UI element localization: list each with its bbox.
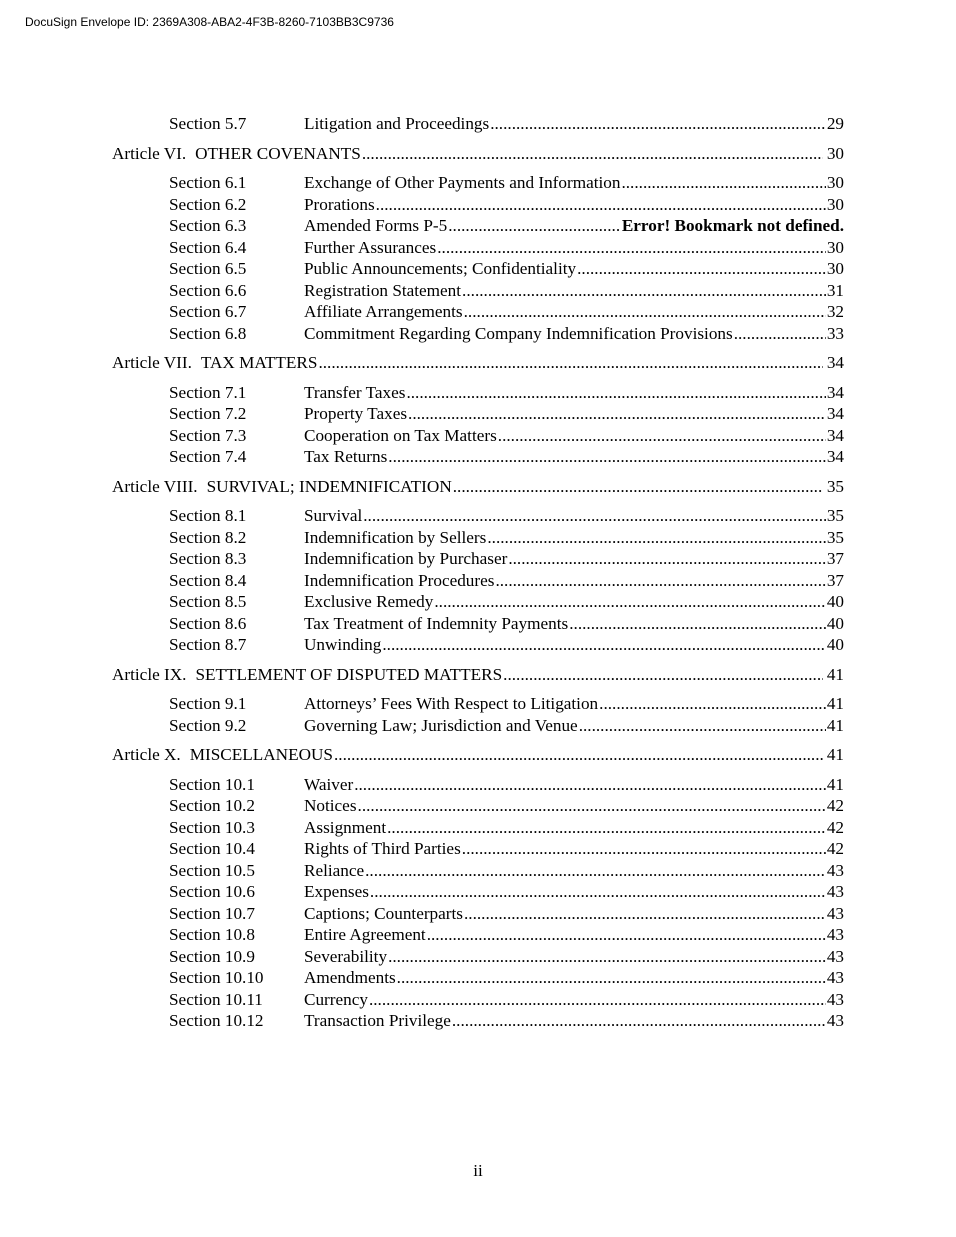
page-number: ii (473, 1161, 483, 1180)
toc-entry-number: Section 7.1 (169, 382, 247, 402)
dot-leader (354, 775, 826, 795)
toc-entry-title: Public Announcements; Confidentiality (304, 259, 577, 278)
dot-leader (464, 302, 826, 322)
toc-entry-page: 41 (826, 745, 844, 764)
toc-entry-title: Further Assurances (304, 237, 437, 257)
dot-leader (621, 173, 825, 193)
dot-leader (388, 447, 826, 467)
dot-leader (569, 614, 826, 634)
toc-section-row[interactable] (169, 592, 844, 612)
toc-entry-page: 34 (826, 425, 844, 445)
dot-leader (498, 426, 826, 446)
toc-entry-number: Section 7.2 (169, 404, 247, 423)
toc-section-row[interactable] (169, 173, 844, 193)
toc-entry-title: Expenses (304, 882, 369, 901)
dot-leader (397, 968, 826, 988)
toc-entry-number: Section 10.1 (169, 774, 255, 794)
toc-entry-page: 43 (826, 903, 844, 923)
toc-entry-title: Severability (304, 946, 388, 966)
toc-entry-page: 43 (826, 946, 844, 966)
dot-leader (437, 238, 826, 258)
toc-entry-page: 43 (826, 968, 844, 987)
toc-entry-page: 41 (826, 664, 844, 684)
toc-entry-title: Captions; Counterparts (304, 903, 463, 923)
toc-entry-page: 34 (826, 447, 844, 466)
dot-leader (376, 195, 826, 215)
dot-leader (462, 839, 826, 859)
toc-entry-title: Commitment Regarding Company Indemnification Provisions (304, 323, 733, 343)
toc-entry-title: Notices (304, 796, 357, 815)
toc-section-row[interactable] (169, 114, 844, 134)
dot-leader (408, 404, 826, 424)
toc-entry-title: Governing Law; Jurisdiction and Venue (304, 715, 578, 735)
toc-entry-page: 30 (826, 259, 844, 278)
dot-leader (487, 528, 825, 548)
toc-entry-page: 43 (826, 1011, 844, 1030)
toc-entry-number: Section 7.3 (169, 425, 247, 445)
dot-leader (452, 1011, 826, 1031)
toc-section-row[interactable] (169, 238, 844, 258)
toc-entry-number: Section 8.1 (169, 506, 247, 525)
toc-section-row[interactable] (169, 447, 844, 467)
toc-entry-number: Section 10.4 (169, 839, 255, 858)
toc-entry-page: 30 (826, 194, 844, 214)
dot-leader (464, 904, 826, 924)
toc-entry-number: Section 6.8 (169, 323, 247, 343)
toc-entry-number: Section 10.6 (169, 882, 255, 901)
toc-entry-number: Section 6.2 (169, 194, 247, 214)
toc-entry-title: Waiver (304, 774, 354, 794)
toc-entry-title: Affiliate Arrangements (304, 302, 463, 321)
toc-entry-number: Section 5.7 (169, 114, 247, 133)
toc-section-row[interactable] (169, 549, 844, 569)
toc-entry-page: 43 (826, 989, 844, 1009)
toc-entry-page: 34 (826, 382, 844, 402)
toc-entry-number: Section 10.5 (169, 860, 255, 880)
toc-entry-page: 40 (826, 592, 844, 611)
toc-section-row[interactable] (169, 383, 844, 403)
dot-leader (734, 324, 826, 344)
toc-entry-title: MISCELLANEOUS (189, 745, 333, 764)
toc-entry-title: Rights of Third Parties (304, 839, 461, 858)
toc-section-row[interactable] (169, 882, 844, 902)
toc-entry-number: Section 10.12 (169, 1011, 264, 1030)
toc-entry-title: SETTLEMENT OF DISPUTED MATTERS (195, 664, 503, 684)
toc-entry-number: Section 6.5 (169, 259, 247, 278)
toc-section-row[interactable] (169, 775, 844, 795)
toc-entry-number: Article VI. (112, 143, 187, 163)
toc-entry-page: 35 (826, 527, 844, 547)
toc-entry-page: 42 (826, 796, 844, 815)
dot-leader (363, 506, 826, 526)
toc-entry-title: Indemnification by Purchaser (304, 549, 508, 568)
toc-section-row[interactable] (169, 528, 844, 548)
toc-section-row[interactable] (169, 506, 844, 526)
toc-section-row[interactable] (169, 925, 844, 945)
toc-entry-page: 40 (826, 635, 844, 654)
dot-leader (462, 281, 826, 301)
dot-leader (434, 592, 825, 612)
toc-entry-number: Section 6.1 (169, 173, 247, 192)
toc-article-row[interactable] (112, 144, 844, 164)
toc-entry-number: Section 8.6 (169, 613, 247, 633)
dot-leader (503, 665, 823, 685)
toc-section-row[interactable] (169, 796, 844, 816)
dot-leader (495, 571, 825, 591)
toc-entry-page: 43 (826, 925, 844, 944)
toc-entry-title: Registration Statement (304, 280, 462, 300)
toc-entry-page: 37 (826, 570, 844, 590)
toc-entry-page: 30 (826, 237, 844, 257)
toc-section-row[interactable] (169, 302, 844, 322)
toc-entry-number: Section 10.9 (169, 946, 255, 966)
toc-entry-title: Exclusive Remedy (304, 592, 434, 611)
toc-entry-title: Amendments (304, 968, 396, 987)
toc-section-row[interactable] (169, 324, 844, 344)
dot-leader (382, 635, 825, 655)
toc-entry-number: Section 6.6 (169, 280, 247, 300)
toc-entry-number: Section 10.11 (169, 989, 263, 1009)
toc-article-row[interactable] (112, 665, 844, 685)
toc-section-row[interactable] (169, 635, 844, 655)
toc-entry-title: Amended Forms P-5 (304, 216, 448, 235)
toc-entry-number: Section 8.7 (169, 635, 247, 654)
dot-leader (490, 114, 826, 134)
dot-leader (387, 818, 826, 838)
toc-entry-number: Section 10.8 (169, 925, 255, 944)
toc-entry-number: Section 8.3 (169, 549, 247, 568)
toc-entry-number: Section 8.4 (169, 570, 247, 590)
toc-entry-page: 42 (826, 817, 844, 837)
toc-section-row[interactable] (169, 861, 844, 881)
toc-entry-number: Section 10.10 (169, 968, 264, 987)
toc-entry-title: Survival (304, 506, 363, 525)
toc-entry-title: Tax Treatment of Indemnity Payments (304, 613, 569, 633)
dot-leader (577, 259, 826, 279)
dot-leader (365, 861, 826, 881)
toc-entry-title: Prorations (304, 194, 375, 214)
toc-entry-page: 34 (826, 353, 844, 372)
toc-entry-title: Tax Returns (304, 447, 388, 466)
dot-leader (427, 925, 826, 945)
toc-entry-page: 41 (826, 774, 844, 794)
toc-entry-page: 30 (826, 173, 844, 192)
toc-section-row[interactable] (169, 281, 844, 301)
toc-section-row[interactable] (169, 990, 844, 1010)
dot-leader (406, 383, 825, 403)
toc-section-row[interactable] (169, 216, 844, 236)
toc-section-row[interactable] (169, 259, 844, 279)
toc-section-row[interactable] (169, 426, 844, 446)
toc-section-row[interactable] (169, 968, 844, 988)
dot-leader (369, 990, 826, 1010)
toc-entry-page: 41 (826, 715, 844, 735)
toc-entry-page: 33 (826, 323, 844, 343)
toc-entry-number: Article X. (112, 745, 181, 764)
dot-leader (358, 796, 826, 816)
toc-entry-number: Article VII. (112, 353, 192, 372)
toc-entry-page: 40 (826, 613, 844, 633)
toc-entry-title: Reliance (304, 860, 365, 880)
toc-entry-page: 32 (826, 302, 844, 321)
toc-entry-title: Property Taxes (304, 404, 408, 423)
dot-leader (334, 745, 823, 765)
toc-section-row[interactable] (169, 947, 844, 967)
toc-entry-title: Attorneys’ Fees With Respect to Litigation (304, 694, 599, 713)
toc-entry-page: 29 (826, 114, 844, 133)
toc-entry-number: Section 6.3 (169, 216, 247, 235)
toc-entry-number: Section 9.1 (169, 694, 247, 713)
toc-entry-number: Section 8.5 (169, 592, 247, 611)
toc-entry-title: Cooperation on Tax Matters (304, 425, 497, 445)
toc-entry-number: Section 8.2 (169, 527, 247, 547)
toc-section-row[interactable] (169, 716, 844, 736)
toc-entry-number: Article VIII. (112, 476, 198, 496)
dot-leader (508, 549, 825, 569)
toc-entry-page: 42 (826, 839, 844, 858)
toc-entry-title: TAX MATTERS (200, 353, 318, 372)
toc-section-row[interactable] (169, 404, 844, 424)
dot-leader (318, 353, 822, 373)
toc-entry-title: Transaction Privilege (304, 1011, 451, 1030)
dot-leader (370, 882, 826, 902)
toc-entry-page: 37 (826, 549, 844, 568)
toc-entry-title: Indemnification by Sellers (304, 527, 487, 547)
toc-entry-page: 43 (826, 860, 844, 880)
toc-entry-number: Section 6.7 (169, 302, 247, 321)
toc-section-row[interactable] (169, 571, 844, 591)
toc-section-row[interactable] (169, 818, 844, 838)
toc-article-row[interactable] (112, 745, 844, 765)
toc-entry-page: 30 (826, 143, 844, 163)
dot-leader (388, 947, 826, 967)
toc-entry-title: Currency (304, 989, 368, 1009)
envelope-id: DocuSign Envelope ID: 2369A308-ABA2-4F3B-8260-7103BB3C9736 (25, 15, 394, 29)
toc-entry-title: Entire Agreement (304, 925, 426, 944)
toc-entry-number: Section 6.4 (169, 237, 247, 257)
dot-leader (579, 716, 826, 736)
toc-entry-page: 35 (826, 476, 844, 496)
toc-entry-page: 43 (826, 882, 844, 901)
toc-entry-page: 31 (826, 280, 844, 300)
dot-leader (448, 216, 621, 236)
toc-section-row[interactable] (169, 614, 844, 634)
toc-entry-title: Litigation and Proceedings (304, 114, 490, 133)
toc-entry-page: 35 (826, 506, 844, 525)
toc-entry-title: Unwinding (304, 635, 382, 654)
toc-section-row[interactable] (169, 195, 844, 215)
toc-entry-number: Section 9.2 (169, 715, 247, 735)
toc-entry-title: SURVIVAL; INDEMNIFICATION (206, 476, 452, 496)
toc-entry-title: Assignment (304, 817, 387, 837)
toc-section-row[interactable] (169, 904, 844, 924)
toc-entry-number: Section 10.7 (169, 903, 255, 923)
toc-entry-title: OTHER COVENANTS (195, 143, 361, 163)
toc-section-row[interactable] (169, 839, 844, 859)
toc-entry-page: 41 (826, 694, 844, 713)
toc-entry-page: Error! Bookmark not defined. (621, 216, 844, 235)
toc-entry-number: Section 10.2 (169, 796, 255, 815)
dot-leader (599, 694, 826, 714)
toc-section-row[interactable] (169, 694, 844, 714)
toc-section-row[interactable] (169, 1011, 844, 1031)
toc-entry-title: Exchange of Other Payments and Information (304, 173, 621, 192)
toc-entry-number: Section 7.4 (169, 447, 247, 466)
toc-entry-number: Section 10.3 (169, 817, 255, 837)
toc-entry-number: Article IX. (112, 664, 187, 684)
toc-entry-page: 34 (826, 404, 844, 423)
toc-entry-title: Indemnification Procedures (304, 570, 495, 590)
toc-article-row[interactable] (112, 353, 844, 373)
toc-entry-title: Transfer Taxes (304, 382, 406, 402)
dot-leader (453, 477, 823, 497)
toc-article-row[interactable] (112, 477, 844, 497)
dot-leader (362, 144, 823, 164)
